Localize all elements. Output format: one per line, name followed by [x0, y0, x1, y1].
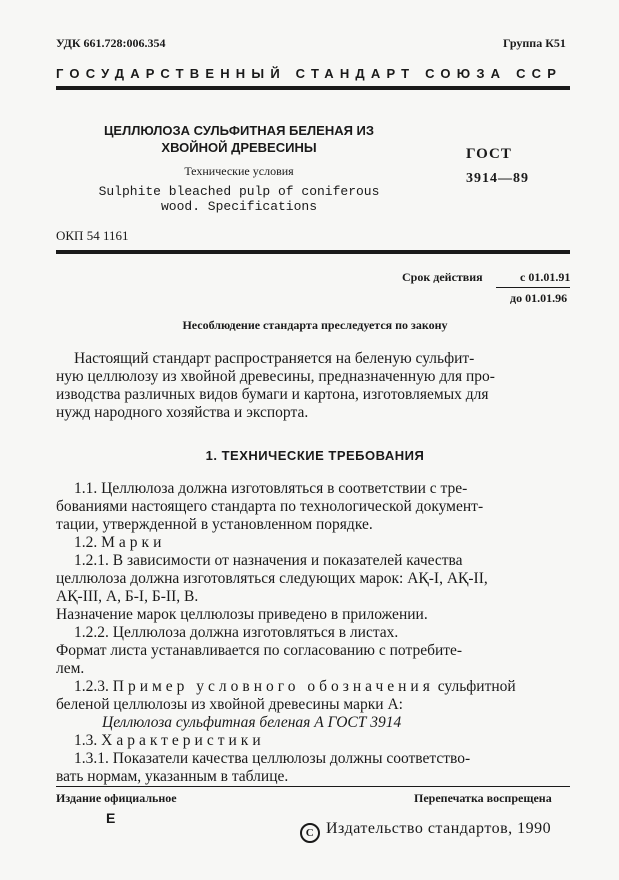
- clause-number: 1.2.: [74, 534, 98, 551]
- english-title-line: wood. Specifications: [160, 199, 318, 214]
- subheading-characteristics: [74, 732, 592, 750]
- body-line: 1.3.1. Показатели качества целлюлозы должны соответство-: [74, 750, 471, 767]
- title-line: ХВОЙНОЙ ДРЕВЕСИНЫ: [161, 140, 317, 155]
- clause-title: Характеристики: [101, 732, 265, 749]
- gost-label: ГОСТ: [466, 146, 512, 162]
- body-line: лем.: [56, 660, 85, 677]
- banner-rule: [56, 86, 570, 90]
- title-line: ЦЕЛЛЮЛОЗА СУЛЬФИТНАЯ БЕЛЕНАЯ ИЗ: [103, 123, 375, 138]
- validity-label: Срок действия: [402, 270, 483, 284]
- section-heading: 1. ТЕХНИЧЕСКИЕ ТРЕБОВАНИЯ: [205, 448, 425, 463]
- document-subtitle: Технические условия: [184, 164, 294, 178]
- group-code: Группа К51: [503, 36, 566, 50]
- designation-example: Целлюлоза сульфитная беленая А ГОСТ 3914: [102, 714, 402, 731]
- intro-line: нужд народного хозяйства и экспорта.: [56, 404, 309, 421]
- body-line: АҚ-ІІІ, А, Б-І, Б-ІІ, В.: [56, 588, 199, 605]
- english-title: [74, 184, 404, 214]
- intro-line: ную целлюлозу из хвойной древесины, предназначенную для про-: [56, 368, 495, 385]
- okp-code: ОКП 54 1161: [56, 228, 129, 243]
- subheading-marks: [74, 534, 592, 552]
- official-edition: Издание официальное: [56, 791, 177, 805]
- body-line: 1.1. Целлюлоза должна изготовляться в соответствии с тре-: [74, 480, 468, 497]
- legal-warning: Несоблюдение стандарта преследуется по закону: [182, 318, 448, 332]
- copyright-line: [300, 820, 551, 843]
- standard-banner: ГОСУДАРСТВЕННЫЙ СТАНДАРТ СОЮЗА ССР: [56, 66, 563, 81]
- body-line: Формат листа устанавливается по согласованию с потребите-: [56, 642, 463, 659]
- body-line: целлюлоза должна изготовляться следующих марок: АҚ-І, АҚ-ІІ,: [56, 570, 488, 587]
- intro-line: Настоящий стандарт распространяется на беленую сульфит-: [74, 350, 475, 367]
- clause-rest: сульфитной: [437, 678, 516, 695]
- title-rule: [56, 250, 570, 254]
- body-line: Назначение марок целлюлозы приведено в приложении.: [56, 606, 428, 623]
- validity-to: до 01.01.96: [510, 291, 568, 305]
- gost-number: 3914—89: [466, 171, 529, 186]
- udk-code: УДК 661.728:006.354: [56, 36, 166, 50]
- edition-mark: E: [106, 810, 116, 826]
- validity-from: с 01.01.91: [520, 270, 571, 284]
- body-line: 1.2.1. В зависимости от назначения и показателей качества: [74, 552, 463, 569]
- clause-title: Пример условного обозначения: [112, 678, 434, 695]
- example-heading: [74, 678, 592, 696]
- reprint-notice: Перепечатка воспрещена: [414, 791, 552, 805]
- body-line: тации, утвержденной в установленном порядке.: [56, 516, 373, 533]
- body-line: вать нормам, указанным в таблице.: [56, 768, 289, 785]
- clause-number: 1.2.3.: [74, 678, 109, 695]
- body-line: беленой целлюлозы из хвойной древесины марки А:: [56, 696, 403, 713]
- copyright-text: Издательство стандартов, 1990: [326, 820, 552, 837]
- clause-number: 1.3.: [74, 732, 98, 749]
- clause-title: Марки: [101, 534, 166, 551]
- english-title-line: Sulphite bleached pulp of coniferous: [98, 184, 380, 199]
- body-line: 1.2.2. Целлюлоза должна изготовляться в листах.: [74, 624, 399, 641]
- document-title: [74, 122, 404, 156]
- footer-rule: [56, 786, 570, 787]
- intro-line: изводства различных видов бумаги и картона, изготовляемых для: [56, 386, 489, 403]
- body-line: бованиями настоящего стандарта по технологической документ-: [56, 498, 484, 515]
- validity-divider: [496, 287, 570, 288]
- copyright-icon: C: [300, 823, 320, 843]
